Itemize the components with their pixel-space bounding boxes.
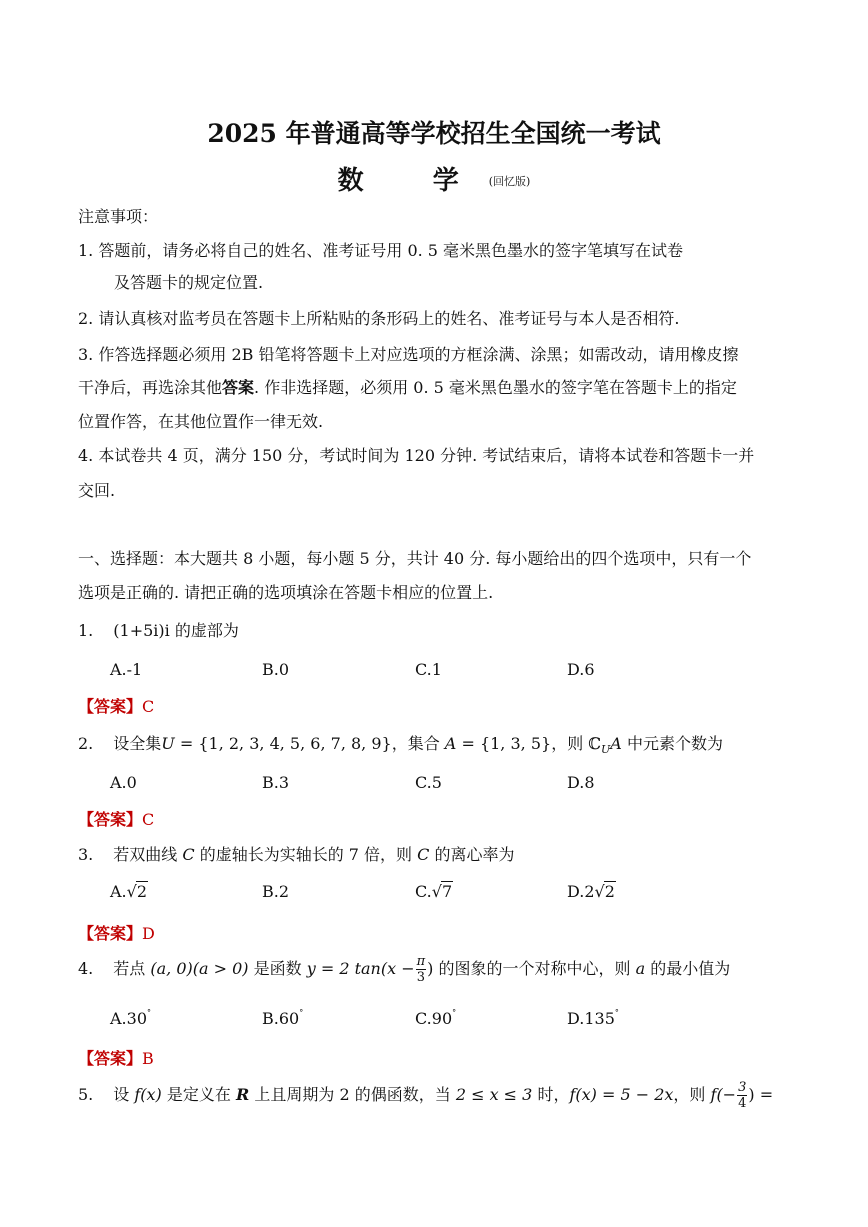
q2-option-a: A.0	[110, 773, 137, 792]
question-5: 5. 设 f(x) 是定义在 R 上且周期为 2 的偶函数，当 2 ≤ x ≤ 3 时，f(x) = 5 − 2x，则 f(− $\frac{3}{4}$ ) =	[78, 1080, 774, 1111]
question-1: 1. (1+5i)i 的虚部为	[78, 621, 239, 640]
question-3: 3. 若双曲线 C 的虚轴长为实轴长的 7 倍，则 C 的离心率为	[78, 845, 515, 864]
q3-option-a: A.√2	[110, 882, 148, 901]
question-4: 4. 若点 (a, 0)(a > 0) 是函数 y = 2 tan(x − $\frac{\pi}{3}$ ) 的图象的一个对称中心，则 a 的最小值为	[78, 954, 731, 985]
q2-option-d: D.8	[567, 773, 595, 792]
q2-option-c: C.5	[415, 773, 442, 792]
q4-option-c: C.90°	[415, 1008, 457, 1028]
notice-item-2: 2. 请认真核对监考员在答题卡上所粘贴的条形码上的姓名、准考证号与本人是否相符.	[78, 309, 680, 328]
exam-title: 2025 年普通高等学校招生全国统一考试	[207, 119, 661, 148]
q1-answer-value: C	[142, 697, 155, 716]
q2-answer: 【答案】C	[78, 810, 155, 829]
notice-item-3-line-1: 3. 作答选择题必须用 2B 铅笔将答题卡上对应选项的方框涂满、涂黑；如需改动，请用橡皮擦	[78, 345, 739, 364]
q2-option-b: B.3	[262, 773, 290, 792]
q4-option-a: A.30°	[110, 1008, 151, 1028]
q3-answer: 【答案】D	[78, 924, 155, 943]
q3-option-d: D.2√2	[567, 882, 615, 901]
q1-answer: 【答案】C	[78, 697, 155, 716]
subject-name: 数 学	[337, 166, 489, 196]
question-2: 2. 设全集U = {1, 2, 3, 4, 5, 6, 7, 8, 9}，集合 A = {1, 3, 5}，则 ℂ$_U$A 中元素个数为	[78, 734, 723, 756]
q1-option-c: C.1	[415, 660, 442, 679]
q3-answer-value: D	[142, 924, 155, 943]
notice-item-4-line-1: 4. 本试卷共 4 页，满分 150 分，考试时间为 120 分钟. 考试结束后，请将本试卷和答题卡一并	[78, 446, 755, 465]
q4-fraction: $\frac{\pi}{3}$	[416, 954, 426, 985]
notice-item-3-line-3: 位置作答，在其他位置作一律无效.	[78, 412, 324, 431]
q1-option-a: A.-1	[110, 660, 143, 679]
q4-option-d: D.135°	[567, 1008, 619, 1028]
q3-option-b: B.2	[262, 882, 290, 901]
notice-item-1-line-1: 1. 答题前，请务必将自己的姓名、准考证号用 0. 5 毫米黑色墨水的签字笔填写在试卷	[78, 241, 684, 260]
q5-fraction: $\frac{3}{4}$	[738, 1080, 747, 1111]
q4-answer: 【答案】B	[78, 1049, 154, 1068]
exam-subject	[0, 160, 868, 197]
q4-option-b: B.60°	[262, 1008, 304, 1028]
q1-option-b: B.0	[262, 660, 290, 679]
notice-item-4-line-2: 交回.	[78, 481, 116, 500]
edition-label: (回忆版)	[488, 175, 531, 188]
section-1-line-2: 选项是正确的. 请把正确的选项填涂在答题卡相应的位置上.	[78, 583, 494, 602]
q3-option-c: C.√7	[415, 882, 453, 901]
section-1-line-1: 一、选择题：本大题共 8 小题，每小题 5 分，共计 40 分. 每小题给出的四个选项中，只有一个	[78, 549, 752, 568]
q4-answer-value: B	[142, 1049, 154, 1068]
q1-option-d: D.6	[567, 660, 595, 679]
notice-item-3-line-2: 干净后，再选涂其他答案. 作非选择题，必须用 0. 5 毫米黑色墨水的签字笔在答题卡上的指定	[78, 378, 737, 397]
q2-answer-value: C	[142, 810, 155, 829]
notice-item-1-line-2: 及答题卡的规定位置.	[114, 273, 264, 292]
notice-heading: 注意事项：	[78, 207, 159, 226]
q1-expression: (1+5i)i	[113, 621, 170, 640]
